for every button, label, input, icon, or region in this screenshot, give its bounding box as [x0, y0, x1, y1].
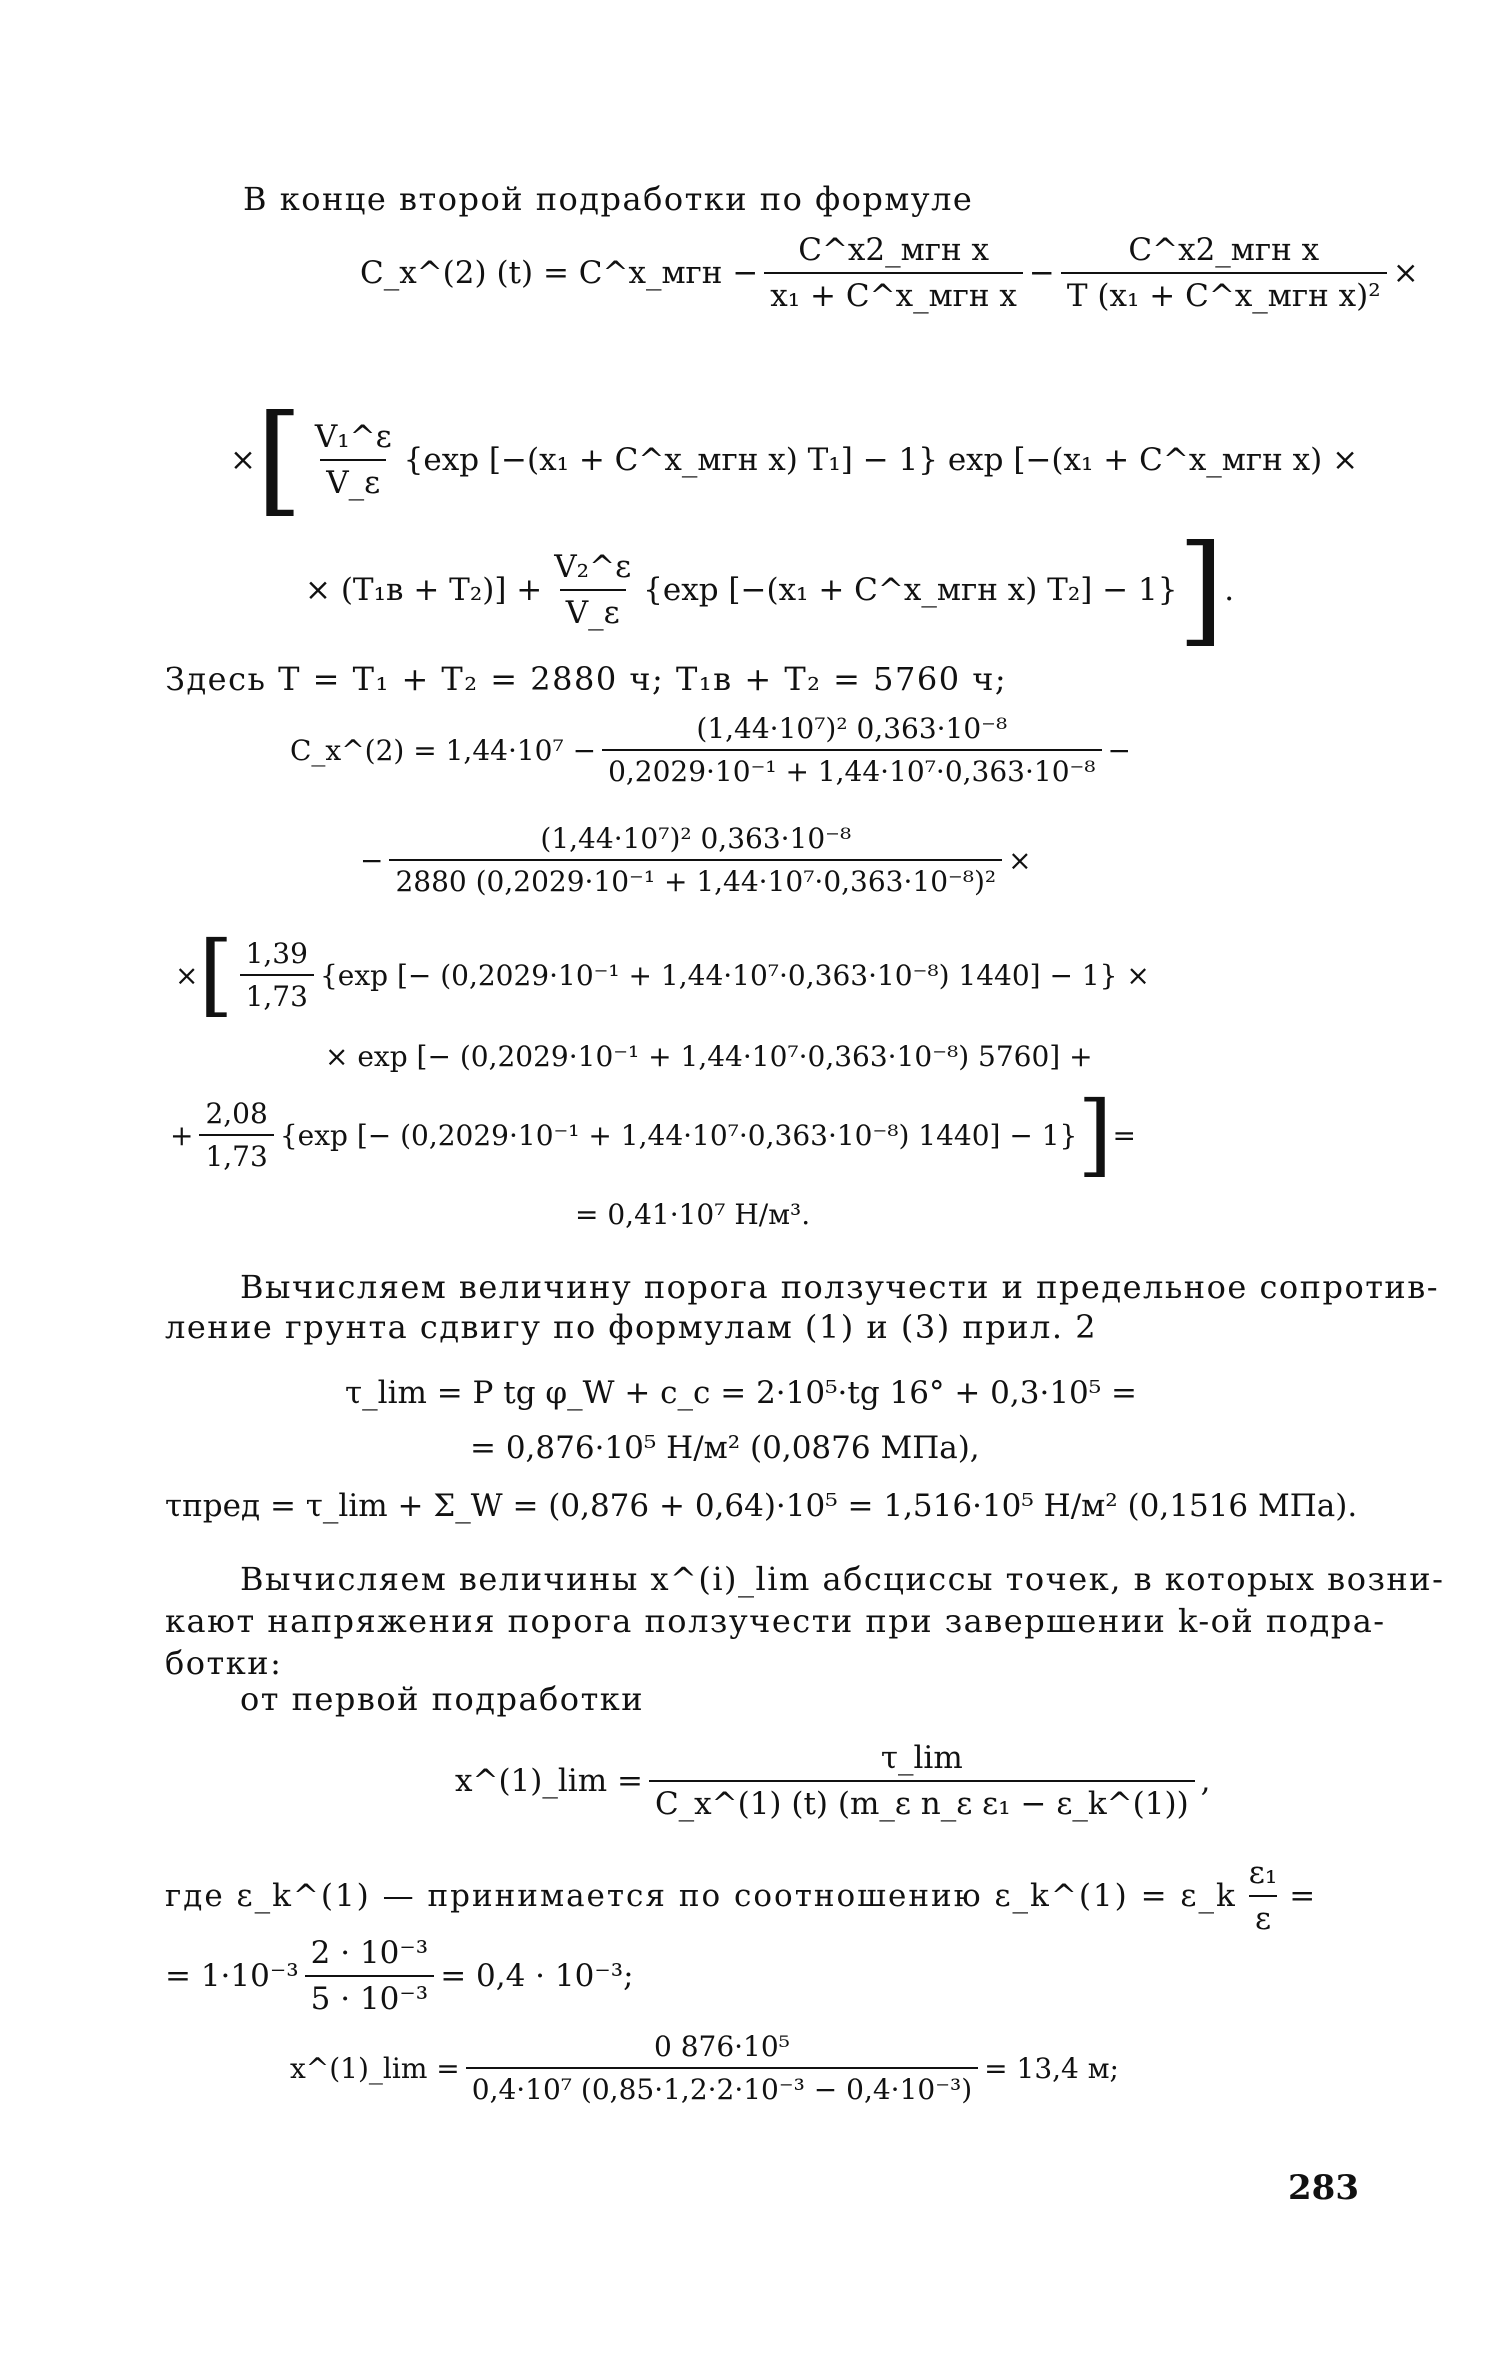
x-lim-numeric-fraction: $\frac{\text{0 876·10⁵}}{\text{0,4·10⁷ (0,85·1,2·2·10⁻³ − 0,4·10⁻³)}}$	[466, 2030, 978, 2106]
formula-c2-lhs: C_x^(2) (t) = C^x_мгн −	[360, 255, 759, 291]
tau-lim-line2: = 0,876·10⁵ Н/м² (0,0876 МПа),	[470, 1430, 980, 1466]
formula-c2-fraction-2: $\frac{\text{C\textasciicircum{}x2\_мгн x}}{\text{T (x₁ + C\textasciicircum{}x\_мгн x)²}}$	[1061, 232, 1387, 314]
formula-c2-line1: C_x^(2) (t) = C^x_мгн − $\frac{\text{C\textasciicircum{}x2\_мгн x}}{\text{x₁ + C\textasciicircum{}x\_мгн x}}$ − $\frac{\text{C\textasciicircum{}x2\_мгн x}}{\text{T (x₁ + C\textasciicircum{}x\_мгн x)²}}$ ×	[360, 232, 1419, 314]
intro-line: В конце второй подработки по формуле	[243, 180, 974, 218]
paragraph-3-line1: Вычисляем величины x^(i)_lim абсциссы точек, в которых возни-	[240, 1560, 1445, 1598]
x-lim-numeric: x^(1)_lim = $\frac{\text{0 876·10⁵}}{\text{0,4·10⁷ (0,85·1,2·2·10⁻³ − 0,4·10⁻³)}}$ = 13,4 м;	[290, 2030, 1119, 2106]
epsilon-ratio-fraction: $\frac{\text{ε₁}}{\varepsilon}$	[1248, 1855, 1278, 1937]
formula-c2-line2: × [ $\frac{\text{V₁\textasciicircum{}ε}}{V\_\varepsilon}$ {exp [−(x₁ + C^x_мгн x) T₁] − 1} exp [−(x₁ + C^x_мгн x) ×	[230, 390, 1359, 529]
epsilon-value-fraction: $\frac{\text{2 · 10⁻³}}{\text{5 · 10⁻³}}$	[305, 1935, 435, 2017]
open-bracket: [	[255, 390, 303, 529]
tau-pred-line: τпред = τ_lim + Σ_W = (0,876 + 0,64)·10⁵ = 1,516·10⁵ Н/м² (0,1516 МПа).	[165, 1488, 1358, 1524]
epsilon-value-line: = 1·10⁻³ $\frac{\text{2 · 10⁻³}}{\text{5 · 10⁻³}}$ = 0,4 · 10⁻³;	[165, 1935, 634, 2017]
formula-v2-fraction: $\frac{\text{V₂\textasciicircum{}ε}}{V\_\varepsilon}$	[554, 549, 632, 631]
here-line: Здесь T = T₁ + T₂ = 2880 ч; T₁в + T₂ = 5760 ч;	[165, 660, 1008, 698]
page-number: 283	[1288, 2168, 1359, 2208]
numeric-fraction-4: $\frac{2,08}{1,73}$	[199, 1097, 273, 1173]
formula-v1-fraction: $\frac{\text{V₁\textasciicircum{}ε}}{V\_\varepsilon}$	[314, 419, 392, 501]
paragraph-2-line2: ление грунта сдвигу по формулам (1) и (3) прил. 2	[165, 1308, 1098, 1346]
tau-lim-line1: τ_lim = P tg φ_W + c_c = 2·10⁵·tg 16° + 0,3·10⁵ =	[345, 1375, 1138, 1411]
paragraph-3-line2: кают напряжения порога ползучести при завершении k-ой подра-	[165, 1602, 1386, 1640]
close-bracket: ]	[1177, 520, 1225, 659]
x-lim-fraction: $\frac{\tau\_\lim}{\text{C\_x\textasciicircum{}(1) (t) (m\_ε n\_ε ε₁ − ε\_k\textasciicircum{}(1))}}$	[649, 1740, 1195, 1822]
numeric-c2-line2: − $\frac{\text{(1,44·10⁷)² 0,363·10⁻⁸}}{\text{2880 (0,2029·10⁻¹ + 1,44·10⁷·0,363·10⁻⁸)²}}$ ×	[360, 822, 1032, 898]
numeric-c2-line3: × [ $\frac{1,39}{1,73}$ {exp [− (0,2029·10⁻¹ + 1,44·10⁷·0,363·10⁻⁸) 1440] − 1} ×	[175, 922, 1150, 1027]
numeric-c2-line4: × exp [− (0,2029·10⁻¹ + 1,44·10⁷·0,363·10⁻⁸) 5760] +	[325, 1040, 1093, 1073]
formula-c2-fraction-1: $\frac{\text{C\textasciicircum{}x2\_мгн x}}{\text{x₁ + C\textasciicircum{}x\_мгн x}}$	[764, 232, 1023, 314]
formula-c2-line3: × (T₁в + T₂)] + $\frac{\text{V₂\textasciicircum{}ε}}{V\_\varepsilon}$ {exp [−(x₁ + C^x_мгн x) T₂] − 1} ] .	[305, 520, 1235, 659]
x-lim-formula: x^(1)_lim = $\frac{\tau\_\lim}{\text{C\_x\textasciicircum{}(1) (t) (m\_ε n\_ε ε₁ − ε\_k\textasciicircum{}(1))}}$ ,	[455, 1740, 1211, 1822]
numeric-fraction-3: $\frac{1,39}{1,73}$	[240, 937, 314, 1013]
paragraph-3-line3: ботки:	[165, 1644, 283, 1682]
numeric-fraction-2: $\frac{\text{(1,44·10⁷)² 0,363·10⁻⁸}}{\text{2880 (0,2029·10⁻¹ + 1,44·10⁷·0,363·10⁻⁸)²}}$	[389, 822, 1002, 898]
paragraph-2-line1: Вычисляем величину порога ползучести и предельное сопротив-	[240, 1268, 1440, 1306]
paragraph-3-line4: от первой подработки	[240, 1680, 645, 1718]
numeric-c2-result: = 0,41·10⁷ Н/м³.	[575, 1198, 811, 1231]
where-line: где ε_k^(1) — принимается по соотношению ε_k^(1) = ε_k $\frac{\text{ε₁}}{\varepsilon}$ =	[165, 1855, 1316, 1937]
numeric-c2-line5: + $\frac{2,08}{1,73}$ {exp [− (0,2029·10⁻¹ + 1,44·10⁷·0,363·10⁻⁸) 1440] − 1} ] =	[170, 1082, 1136, 1187]
numeric-fraction-1: $\frac{\text{(1,44·10⁷)² 0,363·10⁻⁸}}{\text{0,2029·10⁻¹ + 1,44·10⁷·0,363·10⁻⁸}}$	[602, 712, 1101, 788]
numeric-c2-line1: C_x^(2) = 1,44·10⁷ − $\frac{\text{(1,44·10⁷)² 0,363·10⁻⁸}}{\text{0,2029·10⁻¹ + 1,44·10⁷·0,363·10⁻⁸}}$ −	[290, 712, 1131, 788]
